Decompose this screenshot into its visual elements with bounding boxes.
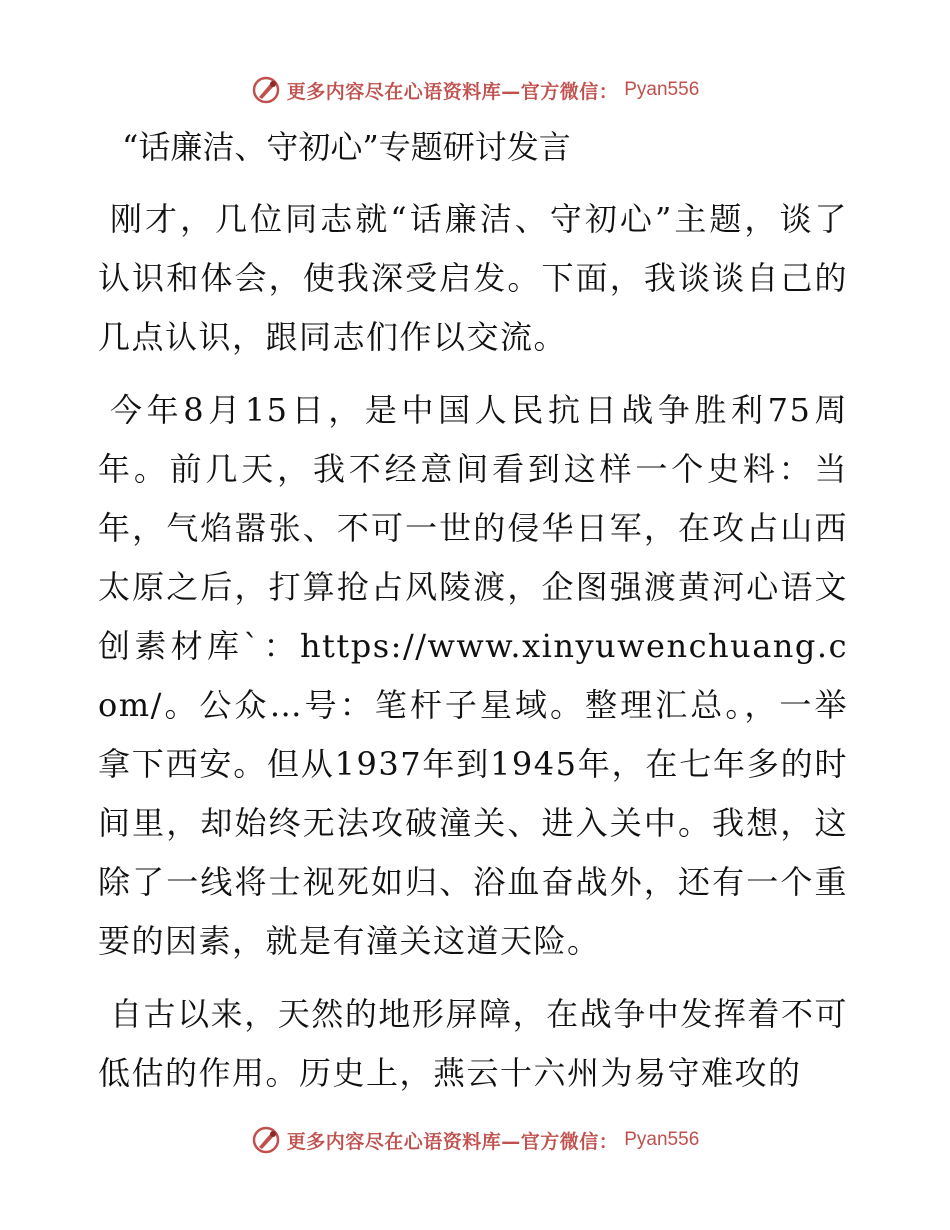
paragraph-2: 今年8月15日，是中国人民抗日战争胜利75周年。前几天，我不经意间看到这样一个史料：当年，气焰嚣张、不可一世的侵华日军，在攻占山西太原之后，打算抢占风陵渡，企图强渡黄河心语文创素材库`：https://www.xinyuwenchuang.com/。公众…号：笔杆子星域。整理汇总。，一举拿下西安。但从1937年到1945年，在七年多的时间里，却始终无法攻破潼关、进入关中。我想，这除了一线将士视死如归、浴血奋战外，还有一个重要的因素，就是有潼关这道天险。 bbox=[98, 391, 848, 960]
header-banner bbox=[0, 70, 950, 110]
footer-wechat-id: Pyan556 bbox=[624, 1129, 700, 1150]
quill-logo-icon bbox=[251, 75, 281, 105]
header-wechat-id: Pyan556 bbox=[624, 79, 700, 100]
footer-banner-text: 更多内容尽在心语资料库—官方微信： bbox=[286, 1130, 619, 1153]
quill-logo-icon bbox=[251, 1125, 281, 1155]
footer-banner bbox=[0, 1120, 950, 1160]
paragraph-3: 自古以来，天然的地形屏障，在战争中发挥着不可低估的作用。历史上，燕云十六州为易守难攻的 bbox=[98, 995, 848, 1092]
document-title: “话廉洁、守初心”专题研讨发言 bbox=[122, 128, 571, 166]
paragraph-1: 刚才，几位同志就“话廉洁、守初心”主题，谈了认识和体会，使我深受启发。下面，我谈谈自己的几点认识，跟同志们作以交流。 bbox=[98, 200, 848, 356]
document-body bbox=[98, 118, 848, 1103]
header-banner-text: 更多内容尽在心语资料库—官方微信： bbox=[286, 80, 619, 103]
